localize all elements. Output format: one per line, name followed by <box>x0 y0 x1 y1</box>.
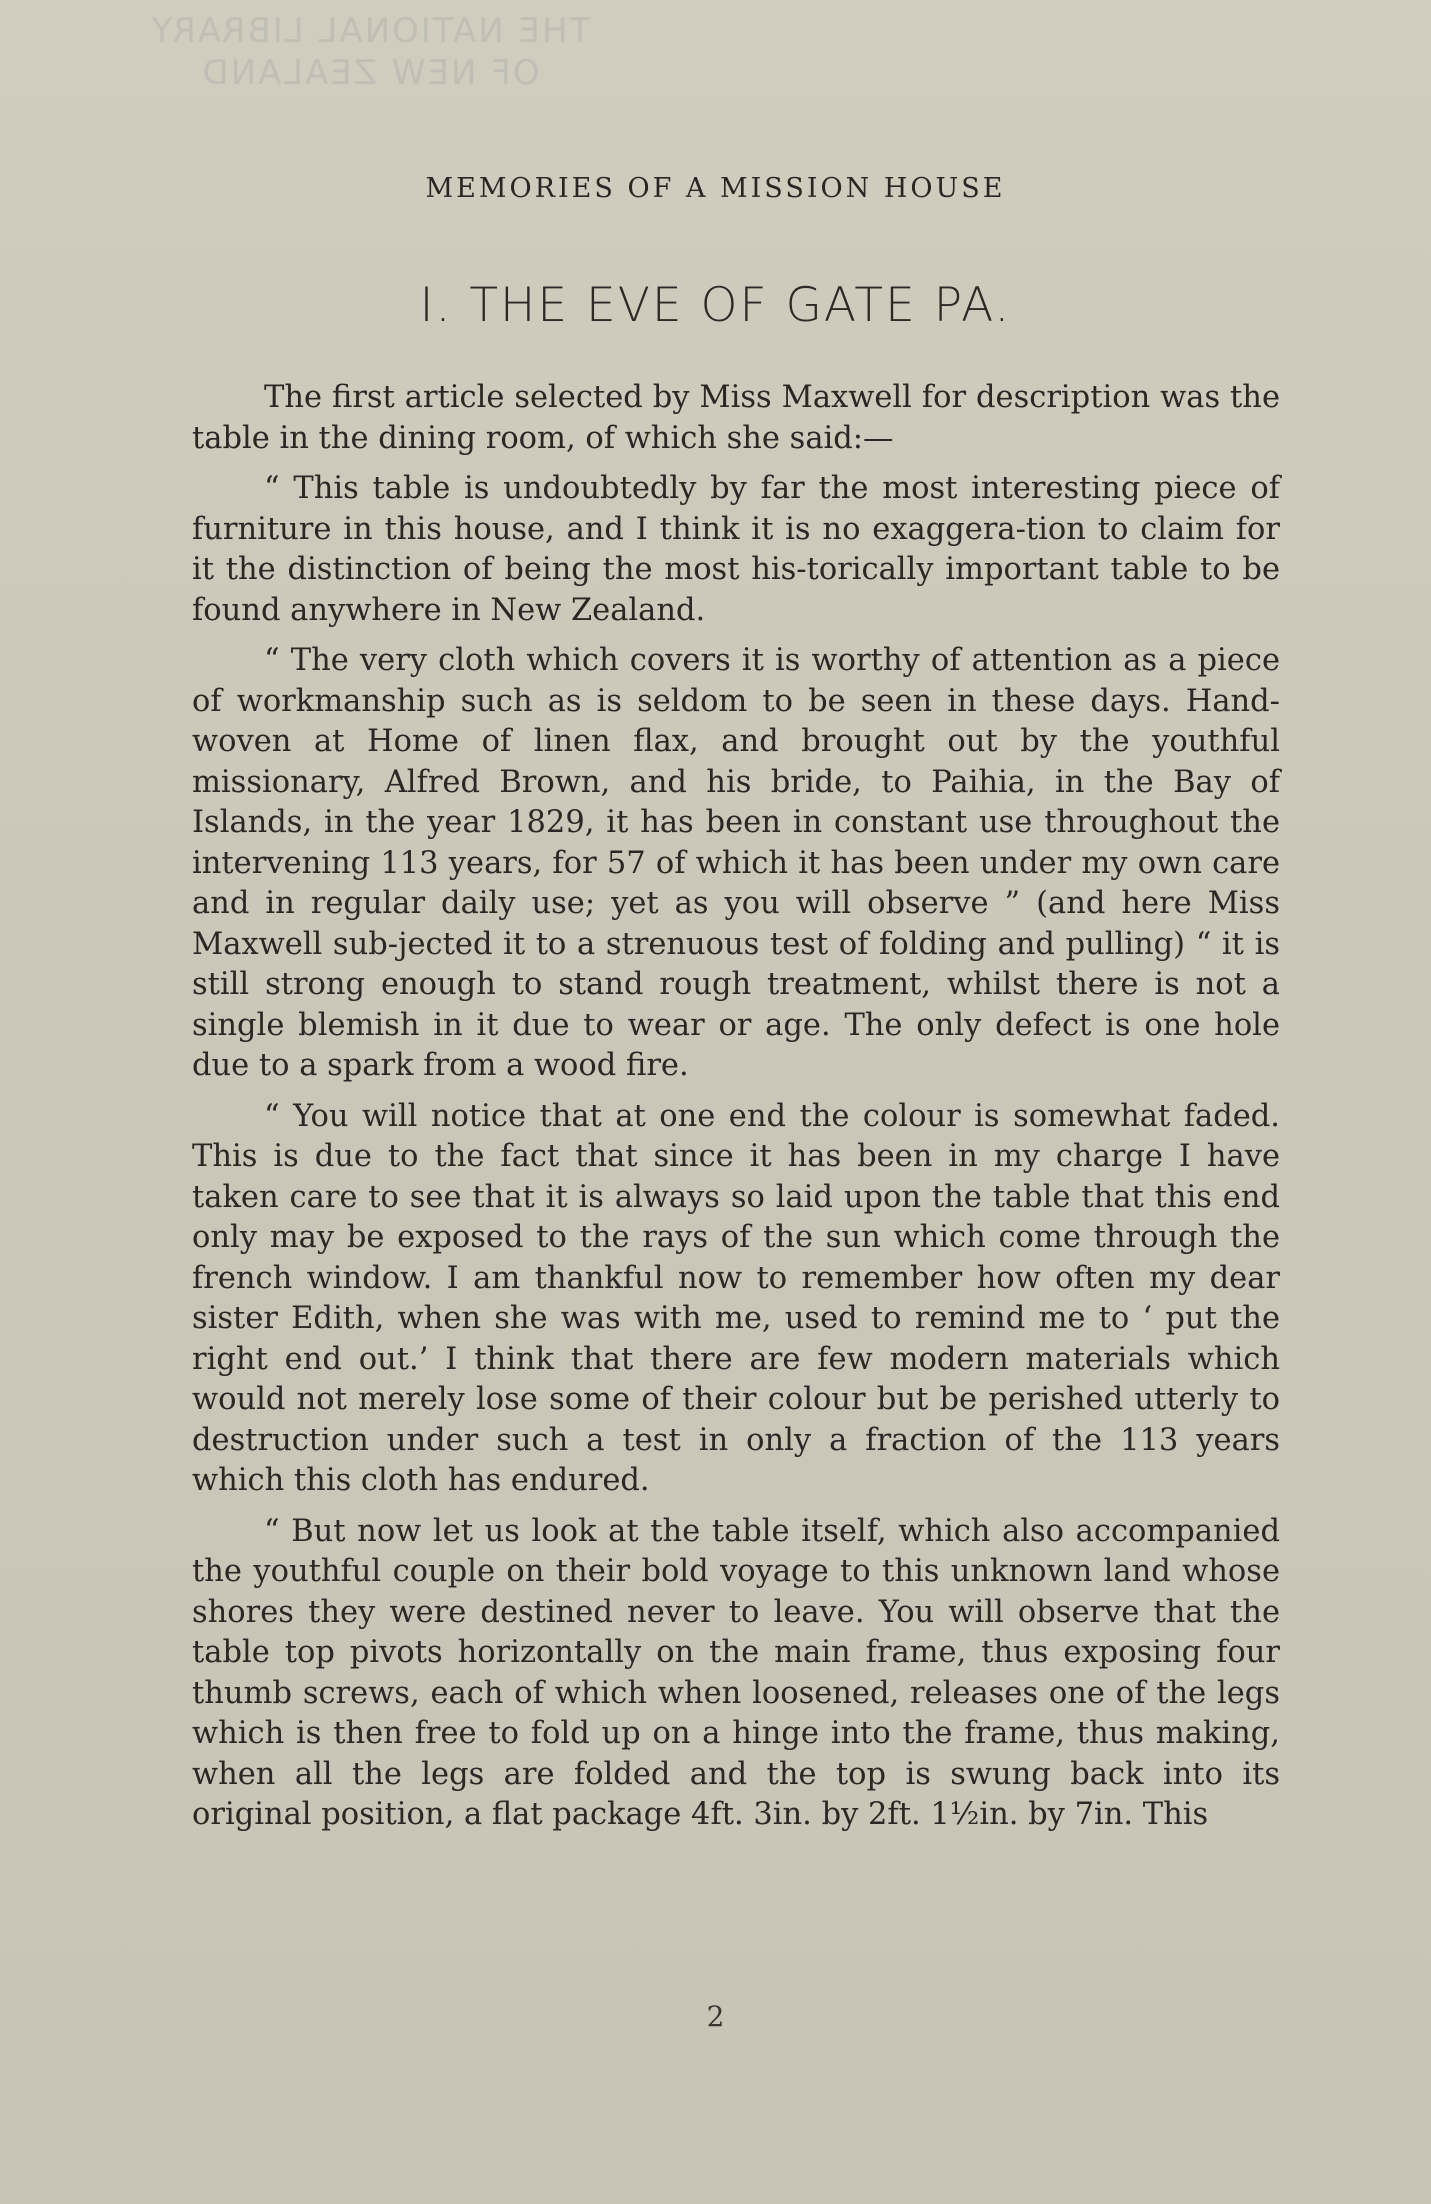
paragraph-2: “ This table is undoubtedly by far the most interesting piece of furniture in this house, and I think it is no exaggera-tion to claim for it the distinction of being the most his-torically important table to be found anywhere in New Zealand. <box>192 471 1280 628</box>
paragraph-5: “ But now let us look at the table itself, which also accompanied the youthful couple on their bold voyage to this unknown land whose shores they were destined never to leave. You will observe that the table top pivots horizontally on the main frame, thus exposing four thumb screws, each of which when loosened, releases one of the legs which is then free to fold up on a hinge into the frame, thus making, when all the legs are folded and the top is swung back into its original position, a flat package 4ft. 3in. by 2ft. 1½in. by 7in. This <box>192 1513 1280 1832</box>
paragraph-4: “ You will notice that at one end the colour is somewhat faded. This is due to the fact that since it has been in my charge I have taken care to see that it is always so laid upon the table that this end only may be exposed to the rays of the sun which come through the french window. I am thankful now to remember how often my dear sister Edith, when she was with me, used to remind me to ‘ put the right end out.’ I think that there are few modern materials which would not merely lose some of their colour but be perished utterly to destruction under such a test in only a fraction of the 113 years which this cloth has endured. <box>192 1098 1280 1498</box>
stamp-line-1: THE NATIONAL LIBRARY <box>149 11 591 51</box>
paragraph-1: The first article selected by Miss Maxwell for description was the table in the dining room, of which she said:— <box>192 380 1280 456</box>
paragraph-3: “ The very cloth which covers it is worthy of attention as a piece of workmanship such as is seldom to be seen in these days. Hand-woven at Home of linen flax, and brought out by the youthful missionary, Alfred Brown, and his bride, to Paihia, in the Bay of Islands, in the year 1829, it has been in constant use throughout the intervening 113 years, for 57 of which it has been under my own care and in regular daily use; yet as you will observe ” (and here Miss Maxwell sub-jected it to a strenuous test of folding and pulling) “ it is still strong enough to stand rough treatment, whilst there is not a single blemish in it due to wear or age. The only defect is one hole due to a spark from a wood fire. <box>192 643 1280 1083</box>
running-head: MEMORIES OF A MISSION HOUSE <box>425 173 1006 204</box>
page-number: 2 <box>706 2000 725 2033</box>
library-stamp <box>120 10 620 95</box>
stamp-line-2: OF NEW ZEALAND <box>200 53 540 93</box>
chapter-title: I. THE EVE OF GATE PA. <box>419 278 1012 333</box>
body-text <box>192 378 1280 1846</box>
